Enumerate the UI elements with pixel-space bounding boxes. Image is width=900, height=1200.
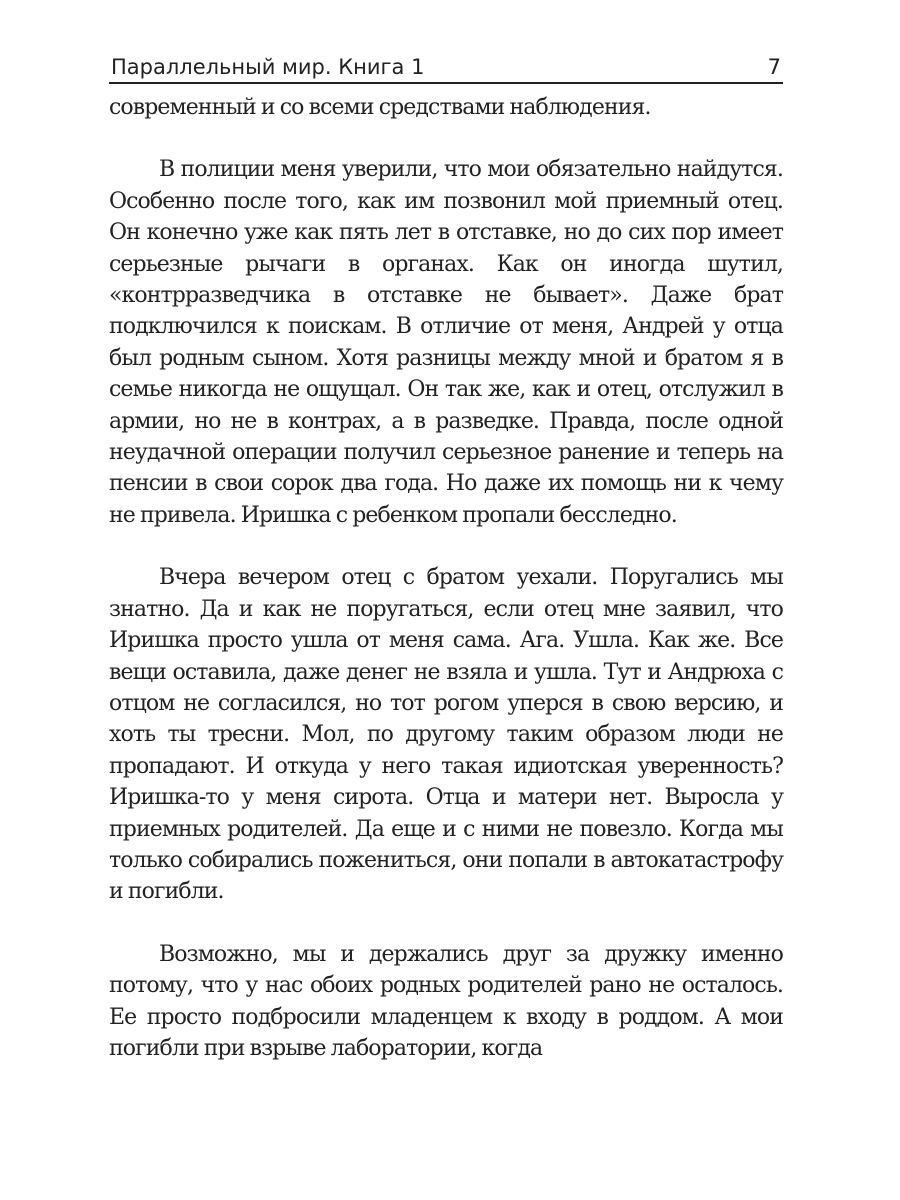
paragraph-continuation: современный и со всеми средствами наблюдения. — [109, 95, 651, 120]
paragraph: В полиции меня уверили, что мои обязательно найдутся. Особенно после того, как им позвонил мой приемный отец. Он конечно уже как пять лет в отставке, но до сих пор имеет серьезные рычаги в органах. Как он иногда шутил, «контрразведчика в отставке не бывает». Даже брат подключился к поискам. В отличие от меня, Андрей у отца был родным сыном. Хотя разницы между мной и братом я в семье никогда не ощущал. Он так же, как и отец, отслужил в армии, но не в контрах, а в разведке. Правда, после одной неудачной операции получил серьезное ранение и теперь на пенсии в свои сорок два года. Но даже их помощь ни к чему не привела. Иришка с ребенком пропали бесследно. — [109, 157, 783, 528]
paragraph: Вчера вечером отец с братом уехали. Поругались мы знатно. Да и как не поругаться, если отец мне заявил, что Иришка просто ушла от меня сама. Ага. Ушла. Как же. Все вещи оставила, даже денег не взяла и ушла. Тут и Андрюха с отцом не согласился, но тот рогом уперся в свою версию, и хоть ты тресни. Мол, по другому таким образом люди не пропадают. И откуда у него такая идиотская уверенность? Иришка-то у меня сирота. Отца и матери нет. Выросла у приемных родителей. Да еще и с ними не повезло. Когда мы только собирались пожениться, они попали в автокатастрофу и погибли. — [109, 565, 783, 905]
book-title: Параллельный мир. Книга 1 — [111, 55, 425, 79]
body-text — [109, 92, 783, 1064]
page-number: 7 — [767, 55, 781, 79]
paragraph: Возможно, мы и держались друг за дружку именно потому, что у нас обоих родных родителей рано не осталось. Ее просто подбросили младенцем к входу в роддом. А мои погибли при взрыве лаборатории, когда — [109, 941, 783, 1061]
running-header — [109, 50, 783, 84]
book-page — [109, 50, 783, 1064]
